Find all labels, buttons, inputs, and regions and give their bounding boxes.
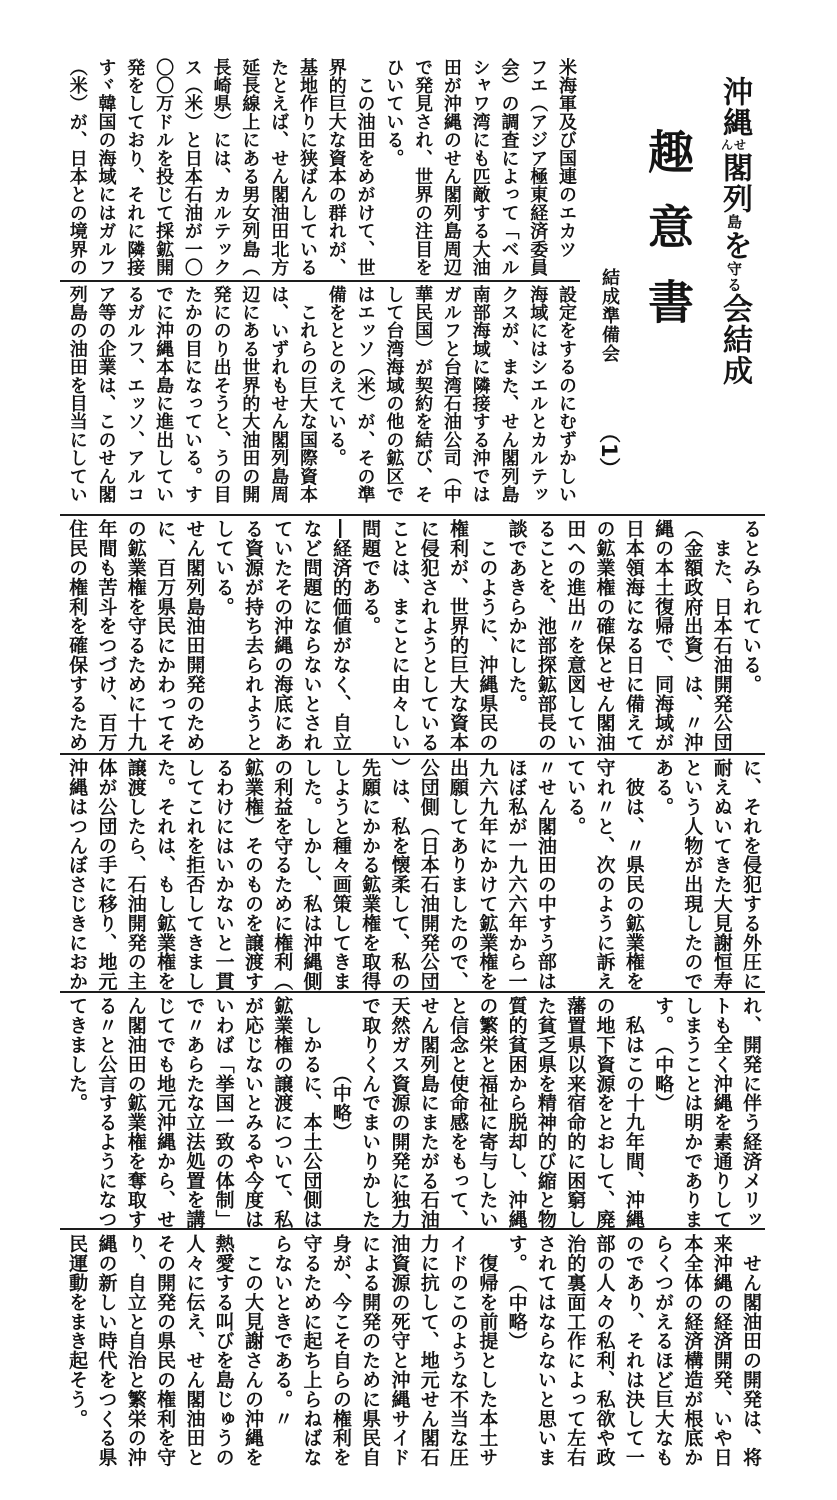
- text-column: 復帰を前提とした本土サ: [476, 1234, 499, 1467]
- text-block-e: [62, 1234, 765, 1474]
- text-column: 田への進出〃を意図してい: [564, 519, 587, 752]
- text-column: 力に抗して、地元せん閣石: [417, 1234, 440, 1467]
- text-column: る資源が持ち去られようと: [241, 519, 264, 752]
- text-column: す。 （中略）: [652, 996, 675, 1113]
- text-column: 列島の油田を目当にしてい: [66, 285, 88, 504]
- text-column: 縄の新しい時代をつくる県: [95, 1234, 118, 1467]
- text-column: 部の人々の私利、私欲や政: [593, 1234, 616, 1467]
- text-column: 鉱業権）そのものを譲渡す: [241, 758, 264, 991]
- text-column: 華民国）が契約を結び、そ: [412, 285, 434, 504]
- article-author: 結成準備会: [599, 268, 620, 363]
- text-column: るガルフ、エッソ、アルコ: [124, 285, 146, 504]
- text-column: 先願にかかる鉱業権を取得: [359, 758, 382, 991]
- text-column: てきました。: [66, 996, 89, 1113]
- divider-rule: [60, 280, 580, 282]
- text-column: れ、開発に伴う経済メリッ: [740, 996, 762, 1229]
- text-column: 彼は、〃県民の鉱業権を: [622, 758, 645, 991]
- text-column: たかの目になっている。す: [181, 285, 203, 504]
- text-column: 日本領海になる日に備えて: [622, 519, 645, 752]
- text-column: トも全く沖縄を素通りして: [710, 996, 733, 1229]
- text-column: ほぼ私が一九六六年から一: [505, 758, 528, 991]
- text-column: イドのこのような不当な圧: [447, 1234, 470, 1467]
- text-column: した。しかし、私は沖縄側: [300, 758, 323, 991]
- text-column: 鉱業権の譲渡について、私: [271, 996, 294, 1229]
- text-column: されてはならないと思いま: [534, 1234, 557, 1467]
- text-column: このように、沖縄県民の: [476, 519, 499, 752]
- text-column: らくつがえるほど巨大なも: [652, 1234, 675, 1467]
- text-column: 発にのり出そうと、うの目: [210, 285, 232, 504]
- text-column: している。: [212, 519, 235, 616]
- divider-rule: [60, 753, 765, 755]
- text-column: ある。: [652, 758, 675, 817]
- text-column: 問題である。: [359, 519, 382, 636]
- text-column: た。それは、もし鉱業権を: [154, 758, 177, 991]
- text-column: ―経済的価値がなく、自立: [329, 519, 352, 752]
- text-column: 海域にはシエルとカルテッ: [527, 285, 549, 504]
- text-column: ていたその沖縄の海底にあ: [271, 519, 294, 752]
- text-column: 〃せん閣油田の中すう部は: [534, 758, 557, 991]
- text-block-a-upper: [62, 58, 580, 278]
- text-column: 縄の本土復帰で、同海域が: [652, 519, 675, 752]
- text-column: せん閣列島にまたがる石油: [417, 996, 440, 1229]
- text-column: 出願してありましたので、: [447, 758, 470, 991]
- text-column: ひいている。: [383, 58, 405, 168]
- text-column: ス（米）と日本石油が一〇: [181, 58, 203, 277]
- text-column: 守るために起ち上らねばな: [300, 1234, 323, 1467]
- headline-part: 閣列: [717, 152, 752, 214]
- text-column: 天然ガス資源の開発に独力: [388, 996, 411, 1229]
- text-column: 長崎県）には、カルテック: [210, 58, 232, 277]
- text-column: この大見謝さんの沖縄を: [241, 1234, 264, 1467]
- text-column: ア等の企業は、このせん閣: [95, 285, 117, 504]
- headline-part: 会結成: [717, 293, 752, 386]
- text-column: クスが、また、せん閣列島: [498, 285, 520, 504]
- text-column: 住民の権利を確保するため: [66, 519, 89, 752]
- text-column: ガルフと台湾石油公司（中: [440, 285, 462, 504]
- text-column: など問題にならないとされ: [300, 519, 323, 752]
- text-column: 私はこの十九年間、沖縄: [622, 996, 645, 1229]
- text-column: 年間も苦斗をつづけ、百万: [95, 519, 118, 752]
- text-column: ）は、私を懐柔して、私の: [388, 758, 411, 991]
- text-column: で発見され、世界の注目を: [412, 58, 434, 277]
- text-column: のであり、それは決して一: [622, 1234, 645, 1467]
- text-column: の繁栄と福祉に寄与したい: [476, 996, 499, 1229]
- text-column: り、自立と自治と繁栄の沖: [124, 1234, 147, 1467]
- text-column: シャワ湾にも匹敵する大油: [469, 58, 491, 277]
- text-column: 南部海域に隣接する沖では: [469, 285, 491, 504]
- text-column: 田が沖縄のせん閣列島周辺: [440, 58, 462, 277]
- text-column: 来沖縄の経済開発、いや日: [710, 1234, 733, 1467]
- text-column: た貧乏県を精神的び縮と物: [534, 996, 557, 1229]
- text-column: （中略）: [329, 996, 352, 1142]
- text-column: 備をととのえている。: [325, 285, 347, 467]
- text-column: その開発の県民の権利を守: [154, 1234, 177, 1467]
- headline-small: 島: [725, 214, 743, 230]
- text-column: す。 （中略）: [505, 1234, 528, 1351]
- headline-small: 守る: [725, 261, 743, 293]
- text-column: 〇〇万ドルを投じて採鉱開: [153, 58, 175, 277]
- text-column: 権利が、世界的巨大な資本: [447, 519, 470, 752]
- text-column: ん閣油田の鉱業権を奪取す: [124, 996, 147, 1229]
- text-column: る〃と公言するようになつ: [95, 996, 118, 1229]
- text-column: すヾ韓国の海域にはガルフ: [95, 58, 117, 277]
- divider-rule: [60, 1228, 765, 1230]
- text-column: は、いずれもせん閣列島周: [268, 285, 290, 504]
- text-column: しかるに、本土公団側は: [300, 996, 323, 1229]
- text-column: に、百万県民にかわってそ: [154, 519, 177, 752]
- text-column: じてでも地元沖縄から、せ: [154, 996, 177, 1229]
- text-column: 基地作りに狭ばんしている: [296, 58, 318, 277]
- text-column: るとみられている。: [740, 519, 762, 694]
- text-column: 沖縄はつんぼさじきにおか: [66, 758, 89, 991]
- text-column: しようと種々画策してきま: [329, 758, 352, 991]
- text-column: 身が、今こそ自らの権利を: [329, 1234, 352, 1467]
- text-column: 会）の調査によって「ベル: [498, 58, 520, 277]
- text-block-c: [62, 758, 765, 991]
- text-column: の鉱業権を守るために十九: [124, 519, 147, 752]
- text-column: 設定をするのにむずかしい: [556, 285, 577, 504]
- text-column: らないときである。〃: [271, 1234, 294, 1428]
- text-column: の鉱業権の確保とせん閣油: [593, 519, 616, 752]
- text-column: るわけにはいかないと一貫: [212, 758, 235, 991]
- text-column: の地下資源をとおして、廃: [593, 996, 616, 1229]
- text-column: して台湾海域の他の鉱区で: [383, 285, 405, 504]
- text-column: ることを、池部探鉱部長の: [534, 519, 557, 752]
- text-column: 治的裏面工作によって左右: [564, 1234, 587, 1467]
- text-column: これらの巨大な国際資本: [296, 285, 318, 504]
- text-column: 発をしており、それに隣接: [124, 58, 146, 277]
- text-column: で取りくんでまいりかした: [359, 996, 382, 1229]
- text-column: 藩置県以来宿命的に困窮し: [564, 996, 587, 1229]
- text-column: （米）が、日本との境界の: [66, 58, 88, 277]
- text-column: 辺にある世界的大油田の開: [239, 285, 261, 504]
- text-column: 守れ〃と、次のように訴え: [593, 758, 616, 991]
- text-column: の利益を守るために権利（: [271, 758, 294, 991]
- divider-rule: [60, 991, 765, 993]
- text-column: でに沖縄本島に進出してい: [153, 285, 175, 504]
- text-column: 界的巨大な資本の群れが、: [325, 58, 347, 277]
- text-column: 譲渡したら、石油開発の主: [124, 758, 147, 991]
- text-column: 米海軍及び国連のエカツ: [556, 58, 577, 259]
- text-column: はエッソ（米）が、その準: [354, 285, 376, 504]
- headline-part: 沖縄: [717, 76, 752, 138]
- text-column: で〃あらたな立法処置を講: [183, 996, 206, 1229]
- text-column: 延長線上にある男女列島（: [239, 58, 261, 277]
- text-column: が応じないとみるや今度は: [241, 996, 264, 1229]
- text-column: しまうことは明かでありま: [681, 996, 704, 1229]
- text-column: せん閣油田の開発は、将: [740, 1234, 762, 1467]
- text-column: たとえば、せん閣油田北方: [268, 58, 290, 277]
- text-column: 九六九年にかけて鉱業権を: [476, 758, 499, 991]
- text-column: ことは、まことに由々しい: [388, 519, 411, 752]
- article-subtitle: 趣意書: [641, 128, 695, 353]
- text-column: いわば「挙国一致の体制」: [212, 996, 235, 1229]
- text-column: 人々に伝え、せん閣油田と: [183, 1234, 206, 1467]
- text-column: という人物が出現したので: [681, 758, 704, 991]
- article-headline: [713, 76, 755, 386]
- text-column: に侵犯されようとしている: [417, 519, 440, 752]
- text-column: と信念と使命感をもって、: [447, 996, 470, 1229]
- text-column: 民運動をまき起そう。: [66, 1234, 89, 1428]
- text-column: フエ（アジア極東経済委員: [527, 58, 549, 277]
- part-number: （1）: [597, 422, 621, 479]
- text-column: 質的貧困から脱却し、沖縄: [505, 996, 528, 1229]
- text-column: （金額政府出資）は、〃沖: [681, 519, 704, 752]
- text-block-d: [62, 996, 765, 1229]
- text-column: また、日本石油開発公団: [710, 519, 733, 752]
- text-column: 公団側（日本石油開発公団: [417, 758, 440, 991]
- text-column: による開発のために県民自: [359, 1234, 382, 1467]
- text-column: 体が公団の手に移り、地元: [95, 758, 118, 991]
- text-column: 油資源の死守と沖縄サイド: [388, 1234, 411, 1467]
- text-column: 本全体の経済構造が根底か: [681, 1234, 704, 1467]
- text-column: ている。: [564, 758, 587, 836]
- text-block-a-lower: [62, 285, 580, 511]
- text-column: この油田をめがけて、世: [354, 58, 376, 277]
- divider-rule: [60, 514, 765, 516]
- text-column: してこれを拒否してきまし: [183, 758, 206, 991]
- text-block-b: [62, 519, 765, 752]
- text-column: 談であきらかにした。: [505, 519, 528, 713]
- text-column: 熱愛する叫びを島じゅうの: [212, 1234, 235, 1467]
- text-column: 耐えぬいてきた大見謝恒寿: [710, 758, 733, 991]
- headline-ruby: せん: [721, 138, 748, 152]
- text-column: せん閣列島油田開発のため: [183, 519, 206, 752]
- text-column: に、それを侵犯する外圧に: [740, 758, 762, 991]
- headline-part: を: [717, 230, 752, 261]
